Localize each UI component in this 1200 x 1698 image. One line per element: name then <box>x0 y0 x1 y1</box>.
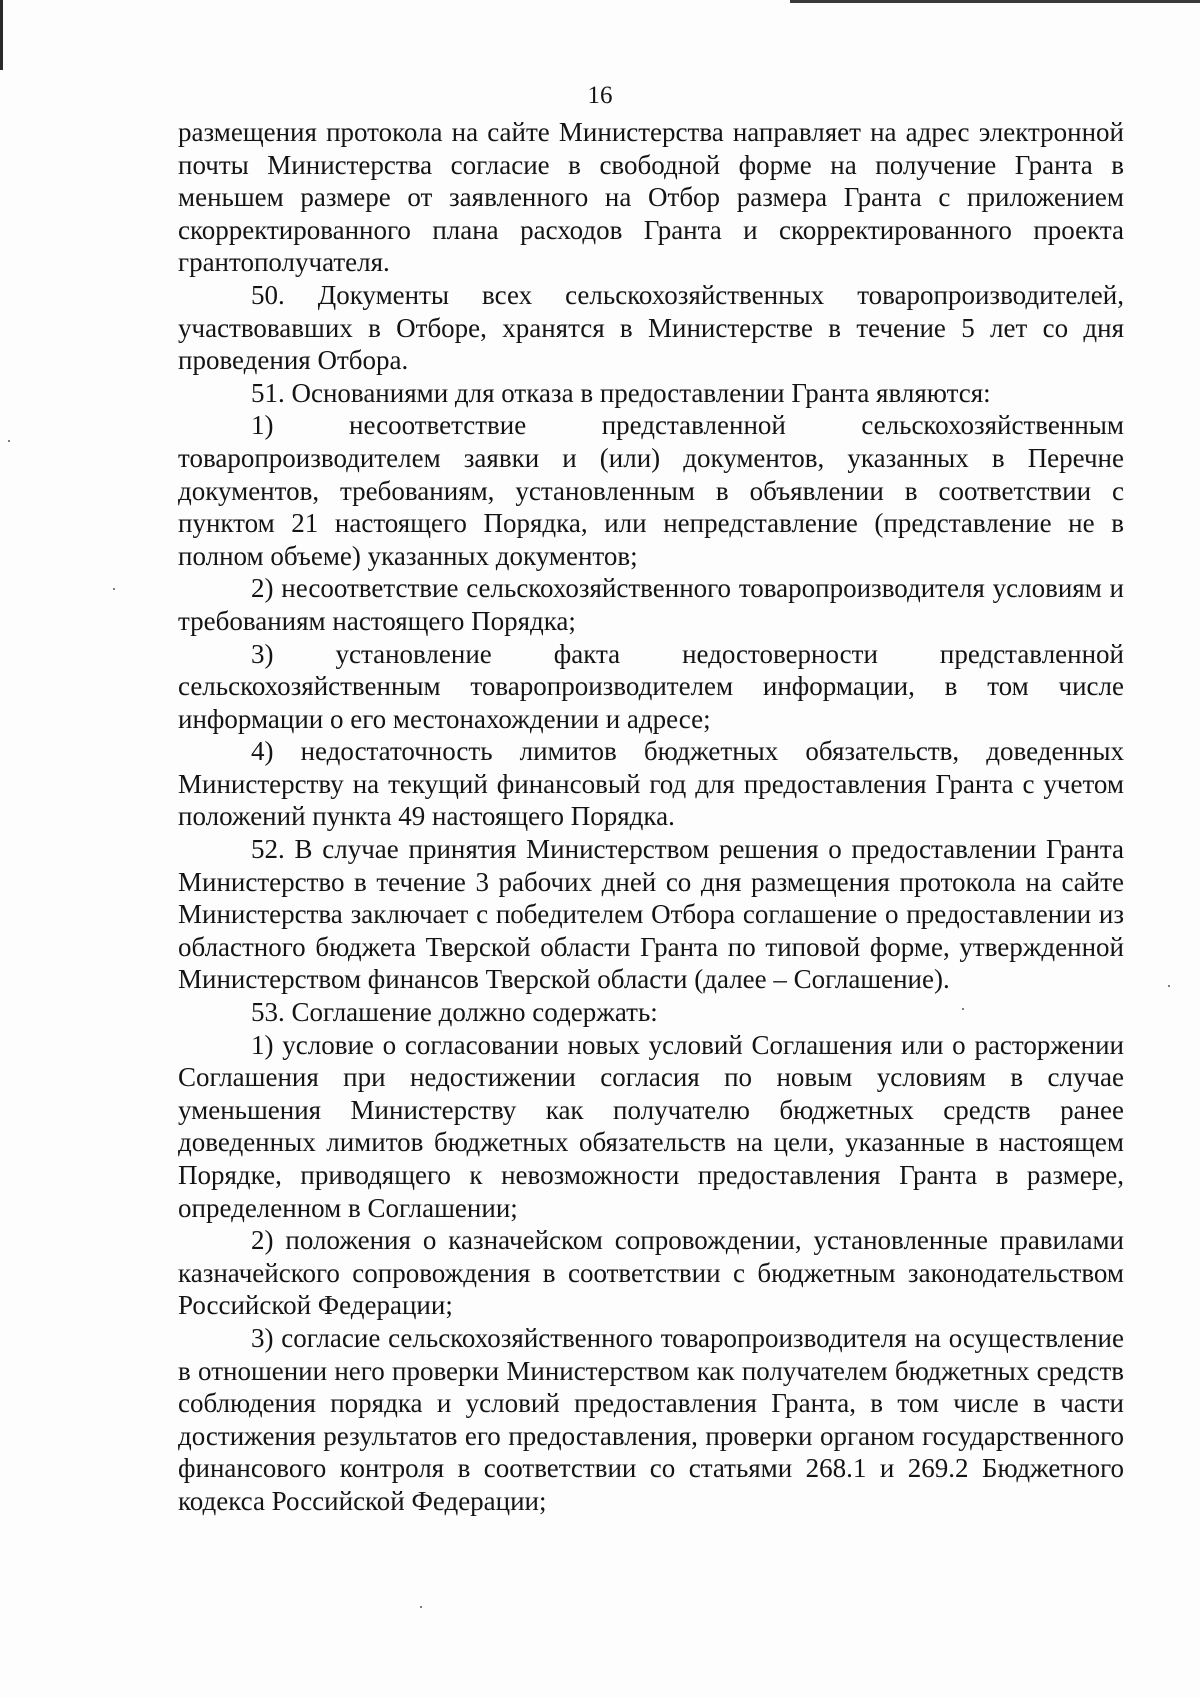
paragraph-item-53-3: 3) согласие сельскохозяйственного товаропроизводителя на осуществление в отношении него проверки Министерством как получателем бюджетных средств соблюдения порядка и условий предоставления Гранта, в том числе в части достижения результатов его предоставления, проверки органом государственного финансового контроля в соответствии со статьями 268.1 и 269.2 Бюджетного кодекса Российской Федерации; <box>178 1322 1124 1516</box>
paragraph-item-51-1: 1) несоответствие представленной сельскохозяйственным товаропроизводителем заявки и (или) документов, указанных в Перечне документов, требованиям, установленным в объявлении в соответствии с пунктом 21 настоящего Порядка, или непредставление (представление не в полном объеме) указанных документов; <box>178 410 1124 571</box>
paragraph-item-50: 50. Документы всех сельскохозяйственных товаропроизводителей, участвовавших в Отборе, хранятся в Министерстве в течение 5 лет со дня проведения Отбора. <box>178 279 1124 376</box>
paragraph-item-52: 52. В случае принятия Министерством решения о предоставлении Гранта Министерство в течение 3 рабочих дней со дня размещения протокола на сайте Министерства заключает с победителем Отбора соглашение о предоставлении из областного бюджета Тверской области Гранта по типовой форме, утвержденной Министерством финансов Тверской области (далее – Соглашение). <box>178 834 1124 995</box>
document-body <box>178 116 1124 1518</box>
scan-speck <box>113 588 115 590</box>
scan-speck <box>8 440 10 442</box>
paragraph-item-53-2: 2) положения о казначейском сопровождении, установленные правилами казначейского сопровождения в соответствии с бюджетным законодательством Российской Федерации; <box>178 1225 1124 1321</box>
paragraph-item-53: 53. Соглашение должно содержать: <box>251 997 658 1028</box>
paragraph-item-51-2: 2) несоответствие сельскохозяйственного товаропроизводителя условиям и требованиям настоящего Порядка; <box>178 573 1124 636</box>
page-number: 16 <box>587 82 613 109</box>
paragraph-item-51-4: 4) недостаточность лимитов бюджетных обязательств, доведенных Министерству на текущий финансовый год для предоставления Гранта с учетом положений пункта 49 настоящего Порядка. <box>178 736 1124 832</box>
scan-speck <box>420 1606 422 1608</box>
scan-edge-left <box>0 0 3 70</box>
scan-speck <box>1168 985 1170 987</box>
scan-edge-top <box>790 0 1200 3</box>
paragraph-continuation: размещения протокола на сайте Министерства направляет на адрес электронной почты Министерства согласие в свободной форме на получение Гранта в меньшем размере от заявленного на Отбор размера Гранта с приложением скорректированного плана расходов Гранта и скорректированного проекта грантополучателя. <box>178 117 1124 278</box>
paragraph-item-51: 51. Основаниями для отказа в предоставлении Гранта являются: <box>251 377 991 408</box>
paragraph-item-53-1: 1) условие о согласовании новых условий Соглашения или о расторжении Соглашения при недостижении согласия по новым условиям в случае уменьшения Министерству как получателю бюджетных средств ранее доведенных лимитов бюджетных обязательств на цели, указанные в настоящем Порядке, приводящего к невозможности предоставления Гранта в размере, определенном в Соглашении; <box>178 1029 1124 1223</box>
paragraph-item-51-3: 3) установление факта недостоверности представленной сельскохозяйственным товаропроизводителем информации, в том числе информации о его местонахождении и адресе; <box>178 638 1124 734</box>
